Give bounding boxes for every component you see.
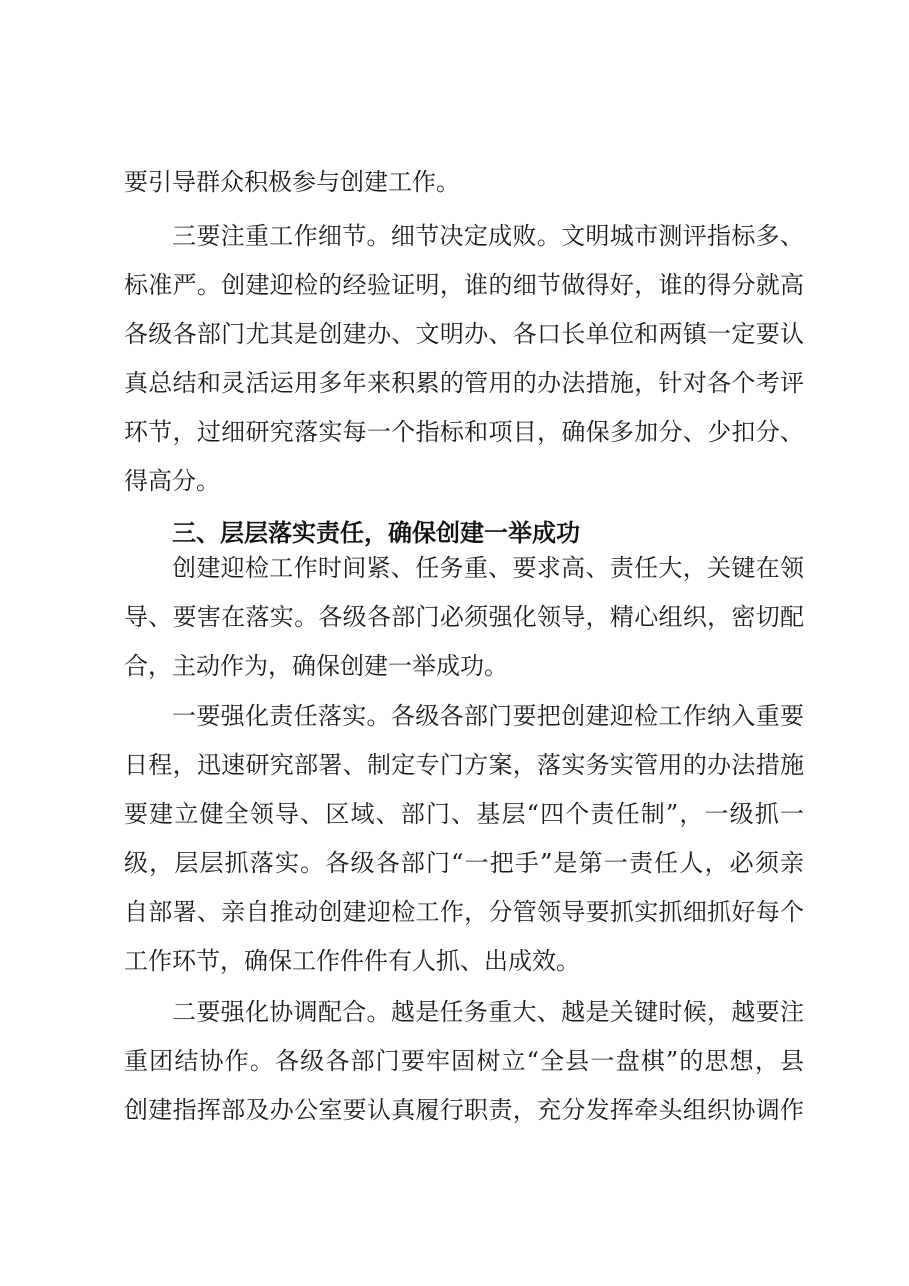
paragraph-line: 合，主动作为，确保创建一举成功。: [124, 652, 508, 680]
paragraph-line: 级，层层抓落实。各级各部门“一把手”是第一责任人，必须亲: [124, 849, 804, 877]
paragraph-line: 创建指挥部及办公室要认真履行职责，充分发挥牵头组织协调作: [124, 1096, 804, 1124]
paragraph-line: 环节，过细研究落实每一个指标和项目，确保多加分、少扣分、: [124, 418, 804, 446]
paragraph-line: 重团结协作。各级各部门要牢固树立“全县一盘棋”的思想，县: [124, 1047, 804, 1075]
paragraph-line: 自部署、亲自推动创建迎检工作，分管领导要抓实抓细抓好每个: [124, 898, 804, 926]
paragraph-line: 标准严。创建迎检的经验证明，谁的细节做得好，谁的得分就高: [124, 271, 804, 299]
paragraph-line: 导、要害在落实。各级各部门必须强化领导，精心组织，密切配: [124, 603, 804, 631]
paragraph-line: 二要强化协调配合。越是任务重大、越是关键时候，越要注: [172, 998, 804, 1026]
section-heading: 三、层层落实责任，确保创建一举成功: [172, 519, 580, 547]
paragraph-line: 得高分。: [124, 467, 220, 495]
paragraph-line: 日程，迅速研究部署、制定专门方案，落实务实管用的办法措施: [124, 751, 804, 779]
paragraph-line: 一要强化责任落实。各级各部门要把创建迎检工作纳入重要: [172, 702, 804, 730]
paragraph-line: 要引导群众积极参与创建工作。: [124, 168, 460, 196]
paragraph-line: 真总结和灵活运用多年来积累的管用的办法措施，针对各个考评: [124, 369, 804, 397]
paragraph-line: 三要注重工作细节。细节决定成败。文明城市测评指标多、: [172, 222, 804, 250]
paragraph-line: 创建迎检工作时间紧、任务重、要求高、责任大，关键在领: [172, 554, 804, 582]
paragraph-line: 工作环节，确保工作件件有人抓、出成效。: [124, 947, 580, 975]
paragraph-line: 各级各部门尤其是创建办、文明办、各口长单位和两镇一定要认: [124, 320, 804, 348]
paragraph-line: 要建立健全领导、区域、部门、基层“四个责任制”，一级抓一: [124, 800, 804, 828]
